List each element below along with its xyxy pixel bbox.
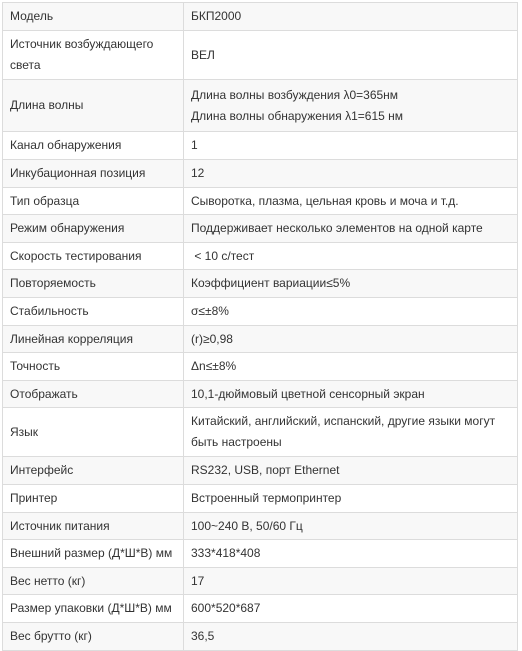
spec-value: Сыворотка, плазма, цельная кровь и моча и т.д. <box>184 188 518 215</box>
spec-label: Вес брутто (кг) <box>3 623 184 651</box>
table-row <box>3 381 518 408</box>
spec-value: Поддерживает несколько элементов на одной карте <box>184 215 518 243</box>
table-row <box>3 457 518 485</box>
spec-value: 1 <box>184 132 518 160</box>
table-row <box>3 513 518 540</box>
spec-value: (r)≥0,98 <box>184 326 518 353</box>
table-row <box>3 623 518 651</box>
spec-label: Внешний размер (Д*Ш*В) мм <box>3 540 184 568</box>
spec-value: 10,1-дюймовый цветной сенсорный экран <box>184 381 518 408</box>
spec-label: Принтер <box>3 485 184 513</box>
spec-label: Стабильность <box>3 298 184 326</box>
table-row <box>3 160 518 188</box>
spec-label: Размер упаковки (Д*Ш*В) мм <box>3 595 184 623</box>
spec-label: Скорость тестирования <box>3 243 184 270</box>
spec-value: БКП2000 <box>184 3 518 31</box>
spec-label: Канал обнаружения <box>3 132 184 160</box>
spec-value: 12 <box>184 160 518 188</box>
spec-label: Линейная корреляция <box>3 326 184 353</box>
spec-value: σ≤±8% <box>184 298 518 326</box>
spec-value: Китайский, английский, испанский, другие языки могут быть настроены <box>184 408 518 457</box>
spec-label: Источник возбуждающего света <box>3 31 184 80</box>
spec-value: RS232, USB, порт Ethernet <box>184 457 518 485</box>
spec-value: Δn≤±8% <box>184 353 518 381</box>
spec-value: Длина волны возбуждения λ0=365нм Длина волны обнаружения λ1=615 нм <box>184 80 518 132</box>
spec-label: Источник питания <box>3 513 184 540</box>
spec-label: Вес нетто (кг) <box>3 568 184 595</box>
spec-value: < 10 с/тест <box>184 243 518 270</box>
spec-value: 600*520*687 <box>184 595 518 623</box>
table-row <box>3 270 518 298</box>
table-row <box>3 298 518 326</box>
spec-label: Интерфейс <box>3 457 184 485</box>
spec-label: Длина волны <box>3 80 184 132</box>
spec-label: Язык <box>3 408 184 457</box>
table-row <box>3 31 518 80</box>
spec-label: Отображать <box>3 381 184 408</box>
spec-label: Режим обнаружения <box>3 215 184 243</box>
spec-value: 100~240 В, 50/60 Гц <box>184 513 518 540</box>
spec-value: 36,5 <box>184 623 518 651</box>
spec-value: Встроенный термопринтер <box>184 485 518 513</box>
table-row <box>3 353 518 381</box>
spec-label: Повторяемость <box>3 270 184 298</box>
spec-value: 17 <box>184 568 518 595</box>
table-row <box>3 595 518 623</box>
table-row <box>3 132 518 160</box>
table-row <box>3 215 518 243</box>
table-row <box>3 188 518 215</box>
table-row <box>3 80 518 132</box>
table-row <box>3 243 518 270</box>
table-row <box>3 408 518 457</box>
table-row <box>3 326 518 353</box>
spec-label: Точность <box>3 353 184 381</box>
spec-value: 333*418*408 <box>184 540 518 568</box>
table-row <box>3 485 518 513</box>
table-row <box>3 568 518 595</box>
spec-value: ВЕЛ <box>184 31 518 80</box>
spec-label: Инкубационная позиция <box>3 160 184 188</box>
spec-table <box>2 2 518 651</box>
table-row <box>3 3 518 31</box>
spec-label: Тип образца <box>3 188 184 215</box>
spec-value: Коэффициент вариации≤5% <box>184 270 518 298</box>
table-row <box>3 540 518 568</box>
spec-label: Модель <box>3 3 184 31</box>
